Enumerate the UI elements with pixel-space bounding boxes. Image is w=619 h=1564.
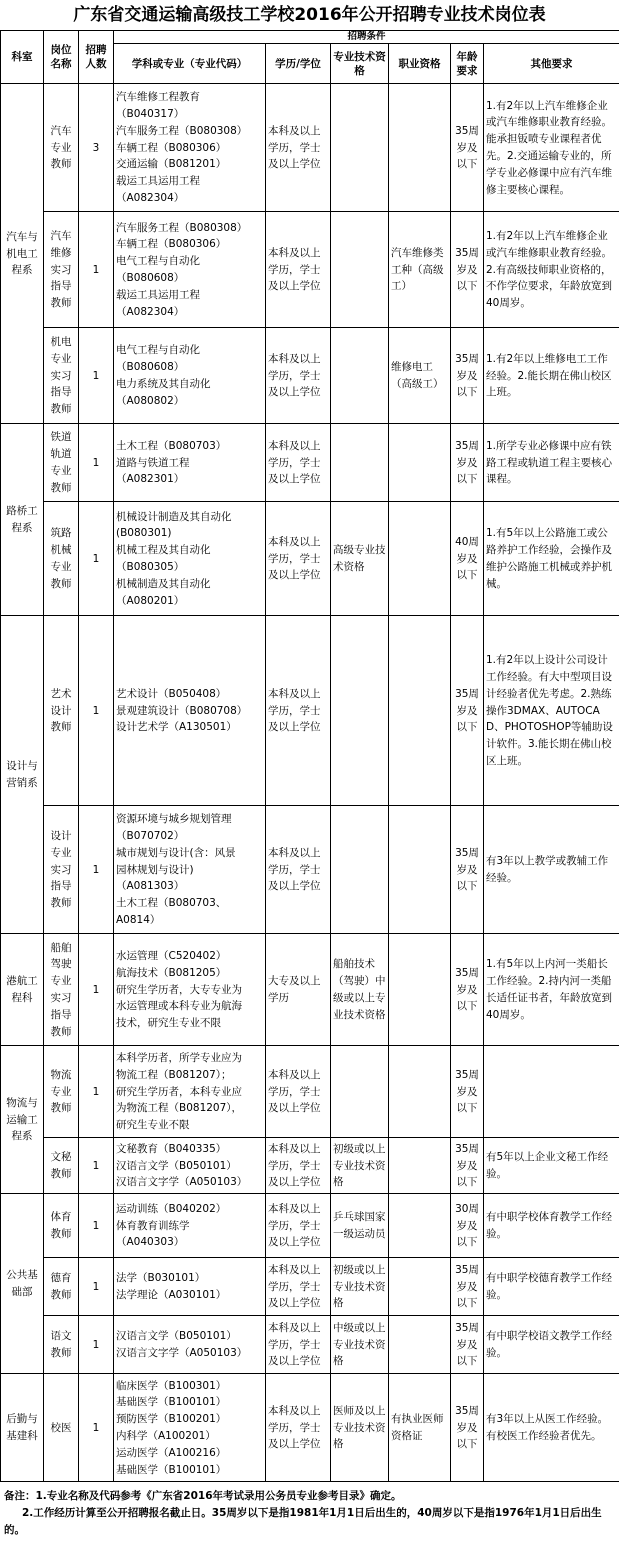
major-line: 土木工程（B080703） xyxy=(116,439,227,452)
major-cell xyxy=(114,502,266,616)
table-body xyxy=(1,84,619,1482)
post-cell: 铁道轨道专业教师 xyxy=(44,424,79,502)
count-cell: 1 xyxy=(79,1046,114,1138)
age-cell: 35周岁及以下 xyxy=(451,616,484,806)
major-line: 电力系统及其自动化 xyxy=(116,377,211,390)
major-line: 航海技术（B081205） xyxy=(116,966,227,979)
other-cell: 1.有5年以上内河一类船长工作经验。2.持内河一类船长适任证书者，年龄放宽到40周岁。 xyxy=(484,934,619,1046)
count-cell: 1 xyxy=(79,502,114,616)
dept-cell: 后勤与基建科 xyxy=(1,1374,44,1482)
major-line: 汉语言文学（B050101） xyxy=(116,1330,237,1343)
tech-qual-cell xyxy=(331,84,389,212)
major-line: 汽车服务工程（B080308） xyxy=(116,124,248,137)
table-row xyxy=(1,328,619,424)
other-cell: 有3年以上从医工作经验。有校医工作经验者优先。 xyxy=(484,1374,619,1482)
major-line: 汉语言文字学（A050103） xyxy=(116,1176,248,1189)
other-cell xyxy=(484,1046,619,1138)
dept-cell: 路桥工程系 xyxy=(1,424,44,616)
education-cell: 本科及以上学历，学士及以上学位 xyxy=(266,1316,331,1374)
table-row xyxy=(1,212,619,328)
table-row xyxy=(1,1194,619,1258)
tech-qual-cell xyxy=(331,424,389,502)
note-2: 2.工作经历计算至公开招聘报名截止日。35周岁以下是指1981年1月1日后出生的，40周岁以下是指1976年1月1日后出生的。 xyxy=(4,1507,602,1537)
recruitment-table xyxy=(0,30,619,1482)
age-cell: 35周岁及以下 xyxy=(451,1374,484,1482)
education-cell: 本科及以上学历，学士及以上学位 xyxy=(266,1374,331,1482)
major-line: 物流工程（B081207）； xyxy=(116,1068,232,1081)
education-cell: 本科及以上学历，学士及以上学位 xyxy=(266,84,331,212)
post-cell: 汽车维修实习指导教师 xyxy=(44,212,79,328)
major-line: 为物流工程（B081207）， xyxy=(116,1102,243,1115)
age-cell: 40周岁及以下 xyxy=(451,502,484,616)
dept-cell: 港航工程科 xyxy=(1,934,44,1046)
education-cell: 本科及以上学历，学士及以上学位 xyxy=(266,616,331,806)
page-title: 广东省交通运输高级技工学校2016年公开招聘专业技术岗位表 xyxy=(73,5,546,25)
major-line: 基础医学（B100101） xyxy=(116,1396,227,1409)
dept-cell: 公共基础部 xyxy=(1,1194,44,1374)
post-cell: 筑路机械专业教师 xyxy=(44,502,79,616)
voc-qual-cell: 汽车维修类工种（高级工） xyxy=(389,212,451,328)
voc-qual-cell xyxy=(389,1194,451,1258)
post-cell: 德育教师 xyxy=(44,1258,79,1316)
major-line: 水运管理（C520402） xyxy=(116,949,227,962)
age-cell: 35周岁及以下 xyxy=(451,84,484,212)
major-line: 研究生学历者，大专专业为 xyxy=(116,983,242,996)
major-cell xyxy=(114,212,266,328)
other-cell: 1.有2年以上汽车维修企业或汽车维修职业教育经验。2.有高级技师职业资格的，不作学位要求，年龄放宽到40周岁。 xyxy=(484,212,619,328)
major-line: （B070702） xyxy=(116,829,185,842)
major-line: 车辆工程（B080306） xyxy=(116,141,227,154)
age-cell: 35周岁及以下 xyxy=(451,212,484,328)
voc-qual-cell xyxy=(389,1046,451,1138)
age-cell: 35周岁及以下 xyxy=(451,328,484,424)
tech-qual-cell xyxy=(331,212,389,328)
major-cell xyxy=(114,806,266,934)
major-line: 文秘教育（B040335） xyxy=(116,1142,227,1155)
tech-qual-cell: 高级专业技术资格 xyxy=(331,502,389,616)
major-line: （B080305） xyxy=(116,560,185,573)
tech-qual-cell: 初级或以上专业技术资格 xyxy=(331,1258,389,1316)
post-cell: 校医 xyxy=(44,1374,79,1482)
post-cell: 设计专业实习指导教师 xyxy=(44,806,79,934)
other-cell: 1.所学专业必修课中应有铁路工程或轨道工程主要核心课程。 xyxy=(484,424,619,502)
tech-qual-cell: 乒乓球国家一级运动员 xyxy=(331,1194,389,1258)
major-line: 机械设计制造及其自动化 xyxy=(116,510,232,523)
header-major: 学科或专业（专业代码） xyxy=(114,44,266,84)
major-line: （B080608） xyxy=(116,361,185,374)
count-cell: 1 xyxy=(79,806,114,934)
post-cell: 语文教师 xyxy=(44,1316,79,1374)
major-line: 车辆工程（B080306） xyxy=(116,238,227,251)
major-line: 园林规划与设计) xyxy=(116,863,194,876)
other-cell: 1.有2年以上设计公司设计工作经验。有大中型项目设计经验者优先考虑。2.熟练操作3DMAX、AUTOCAD、PHOTOSHOP等辅助设计软件。3.能长期在佛山校区上班。 xyxy=(484,616,619,806)
dept-cell: 设计与营销系 xyxy=(1,616,44,934)
major-line: （A082304） xyxy=(116,191,185,204)
age-cell: 35周岁及以下 xyxy=(451,1258,484,1316)
major-line: （A081303） xyxy=(116,880,185,893)
post-cell: 汽车专业教师 xyxy=(44,84,79,212)
major-line: （B040317） xyxy=(116,107,185,120)
count-cell: 1 xyxy=(79,212,114,328)
header-post: 岗位名称 xyxy=(44,31,79,84)
major-line: 临床医学（B100301） xyxy=(116,1379,227,1392)
count-cell: 1 xyxy=(79,424,114,502)
major-line: 艺术设计（B050408） xyxy=(116,687,227,700)
major-line: 机械工程及其自动化 xyxy=(116,544,211,557)
major-line: A0814） xyxy=(116,913,161,926)
major-cell xyxy=(114,1046,266,1138)
header-tech-qual: 专业技术资格 xyxy=(331,44,389,84)
voc-qual-cell: 有执业医师资格证 xyxy=(389,1374,451,1482)
major-cell xyxy=(114,1374,266,1482)
tech-qual-cell xyxy=(331,616,389,806)
voc-qual-cell xyxy=(389,1138,451,1194)
tech-qual-cell: 中级或以上专业技术资格 xyxy=(331,1316,389,1374)
voc-qual-cell xyxy=(389,934,451,1046)
major-cell xyxy=(114,424,266,502)
major-cell xyxy=(114,616,266,806)
header-count: 招聘人数 xyxy=(79,31,114,84)
voc-qual-cell: 维修电工（高级工） xyxy=(389,328,451,424)
major-line: （B080608） xyxy=(116,271,185,284)
header-voc-qual: 职业资格 xyxy=(389,44,451,84)
major-cell xyxy=(114,84,266,212)
post-cell: 机电专业实习指导教师 xyxy=(44,328,79,424)
post-cell: 艺术设计教师 xyxy=(44,616,79,806)
dept-cell: 汽车与机电工程系 xyxy=(1,84,44,424)
voc-qual-cell xyxy=(389,1316,451,1374)
tech-qual-cell xyxy=(331,806,389,934)
count-cell: 1 xyxy=(79,1316,114,1374)
other-cell: 1.有2年以上汽车维修企业或汽车维修职业教育经验。能承担钣喷专业课程者优先。2.交通运输专业的，所学专业必修课中应有汽车维修主要核心课程。 xyxy=(484,84,619,212)
count-cell: 1 xyxy=(79,934,114,1046)
count-cell: 1 xyxy=(79,1138,114,1194)
major-cell xyxy=(114,934,266,1046)
major-line: 资源环境与城乡规划管理 xyxy=(116,813,232,826)
education-cell: 大专及以上学历 xyxy=(266,934,331,1046)
age-cell: 35周岁及以下 xyxy=(451,1316,484,1374)
major-line: (B080301) xyxy=(116,527,172,540)
major-cell xyxy=(114,1138,266,1194)
voc-qual-cell xyxy=(389,806,451,934)
major-line: （A082304） xyxy=(116,305,185,318)
major-line: 设计艺术学（A130501） xyxy=(116,721,237,734)
header-education: 学历/学位 xyxy=(266,44,331,84)
major-line: 内科学（A100201） xyxy=(116,1429,216,1442)
post-cell: 文秘教师 xyxy=(44,1138,79,1194)
major-cell xyxy=(114,328,266,424)
major-line: 城市规划与设计(含：风景 xyxy=(116,846,236,859)
education-cell: 本科及以上学历，学士及以上学位 xyxy=(266,328,331,424)
count-cell: 1 xyxy=(79,616,114,806)
table-row xyxy=(1,934,619,1046)
other-cell: 有中职学校语文教学工作经验。 xyxy=(484,1316,619,1374)
other-cell: 有3年以上教学或教辅工作经验。 xyxy=(484,806,619,934)
major-cell xyxy=(114,1316,266,1374)
major-line: 载运工具运用工程 xyxy=(116,175,200,188)
tech-qual-cell: 初级或以上专业技术资格 xyxy=(331,1138,389,1194)
education-cell: 本科及以上学历，学士及以上学位 xyxy=(266,424,331,502)
table-row xyxy=(1,1374,619,1482)
count-cell: 1 xyxy=(79,1194,114,1258)
major-cell xyxy=(114,1194,266,1258)
header-other: 其他要求 xyxy=(484,44,619,84)
major-line: 交通运输（B081201） xyxy=(116,158,227,171)
major-line: 汉语言文学（B050101） xyxy=(116,1159,237,1172)
major-line: 基础医学（B100101） xyxy=(116,1463,227,1476)
education-cell: 本科及以上学历，学士及以上学位 xyxy=(266,806,331,934)
table-row xyxy=(1,616,619,806)
table-row xyxy=(1,424,619,502)
dept-cell: 物流与运输工程系 xyxy=(1,1046,44,1194)
table-row xyxy=(1,1258,619,1316)
age-cell: 35周岁及以下 xyxy=(451,934,484,1046)
major-line: 道路与铁道工程 xyxy=(116,456,190,469)
major-line: 预防医学（B100201） xyxy=(116,1413,227,1426)
major-line: 运动医学（A100216） xyxy=(116,1446,227,1459)
age-cell: 35周岁及以下 xyxy=(451,1138,484,1194)
table-row xyxy=(1,1316,619,1374)
voc-qual-cell xyxy=(389,1258,451,1316)
notes xyxy=(0,1482,619,1538)
other-cell: 有中职学校德育教学工作经验。 xyxy=(484,1258,619,1316)
major-line: 技术，研究生专业不限 xyxy=(116,1017,221,1030)
education-cell: 本科及以上学历，学士及以上学位 xyxy=(266,1138,331,1194)
note-1: 备注：1.专业名称及代码参考《广东省2016年考试录用公务员专业参考目录》确定。 xyxy=(4,1490,402,1503)
major-cell xyxy=(114,1258,266,1316)
major-line: （A080802） xyxy=(116,394,185,407)
major-line: 研究生学历者，本科专业应 xyxy=(116,1085,242,1098)
major-line: 体育教育训练学 xyxy=(116,1219,190,1232)
voc-qual-cell xyxy=(389,616,451,806)
table-row xyxy=(1,1046,619,1138)
count-cell: 1 xyxy=(79,1374,114,1482)
major-line: 汉语言文字学（A050103） xyxy=(116,1346,248,1359)
major-line: （A082301） xyxy=(116,473,185,486)
header-conditions: 招聘条件 xyxy=(114,31,619,44)
major-line: 法学理论（A030101） xyxy=(116,1288,227,1301)
post-cell: 体育教师 xyxy=(44,1194,79,1258)
tech-qual-cell xyxy=(331,328,389,424)
education-cell: 本科及以上学历，学士及以上学位 xyxy=(266,1258,331,1316)
education-cell: 本科及以上学历，学士及以上学位 xyxy=(266,502,331,616)
age-cell: 30周岁及以下 xyxy=(451,1194,484,1258)
table-row xyxy=(1,84,619,212)
major-line: 机械制造及其自动化 xyxy=(116,577,211,590)
post-cell: 物流专业教师 xyxy=(44,1046,79,1138)
header-age: 年龄要求 xyxy=(451,44,484,84)
major-line: 载运工具运用工程 xyxy=(116,288,200,301)
major-line: （A080201） xyxy=(116,594,185,607)
major-line: 汽车服务工程（B080308） xyxy=(116,221,248,234)
count-cell: 3 xyxy=(79,84,114,212)
voc-qual-cell xyxy=(389,84,451,212)
age-cell: 35周岁及以下 xyxy=(451,424,484,502)
major-line: 景观建筑设计（B080708） xyxy=(116,704,248,717)
other-cell: 1.有2年以上维修电工工作经验。2.能长期在佛山校区上班。 xyxy=(484,328,619,424)
table-row xyxy=(1,1138,619,1194)
major-line: 本科学历者，所学专业应为 xyxy=(116,1051,242,1064)
major-line: （A040303） xyxy=(116,1236,185,1249)
major-line: 电气工程与自动化 xyxy=(116,344,200,357)
age-cell: 35周岁及以下 xyxy=(451,1046,484,1138)
other-cell: 有5年以上企业文秘工作经验。 xyxy=(484,1138,619,1194)
age-cell: 35周岁及以下 xyxy=(451,806,484,934)
header-dept: 科室 xyxy=(1,31,44,84)
table-row xyxy=(1,502,619,616)
major-line: 水运管理或本科专业为航海 xyxy=(116,1000,242,1013)
other-cell: 有中职学校体育教学工作经验。 xyxy=(484,1194,619,1258)
voc-qual-cell xyxy=(389,502,451,616)
education-cell: 本科及以上学历，学士及以上学位 xyxy=(266,1046,331,1138)
count-cell: 1 xyxy=(79,1258,114,1316)
other-cell: 1.有5年以上公路施工或公路养护工作经验，会操作及维护公路施工机械或养护机械。 xyxy=(484,502,619,616)
major-line: 运动训练（B040202） xyxy=(116,1202,227,1215)
post-cell: 船舶驾驶专业实习指导教师 xyxy=(44,934,79,1046)
count-cell: 1 xyxy=(79,328,114,424)
major-line: 土木工程（B080703、 xyxy=(116,897,227,910)
education-cell: 本科及以上学历，学士及以上学位 xyxy=(266,1194,331,1258)
major-line: 电气工程与自动化 xyxy=(116,255,200,268)
voc-qual-cell xyxy=(389,424,451,502)
tech-qual-cell: 船舶技术（驾驶）中级或以上专业技术资格 xyxy=(331,934,389,1046)
tech-qual-cell: 医师及以上专业技术资格 xyxy=(331,1374,389,1482)
education-cell: 本科及以上学历，学士及以上学位 xyxy=(266,212,331,328)
major-line: 汽车维修工程教育 xyxy=(116,91,200,104)
table-row xyxy=(1,806,619,934)
tech-qual-cell xyxy=(331,1046,389,1138)
major-line: 研究生专业不限 xyxy=(116,1119,190,1132)
major-line: 法学（B030101） xyxy=(116,1272,206,1285)
